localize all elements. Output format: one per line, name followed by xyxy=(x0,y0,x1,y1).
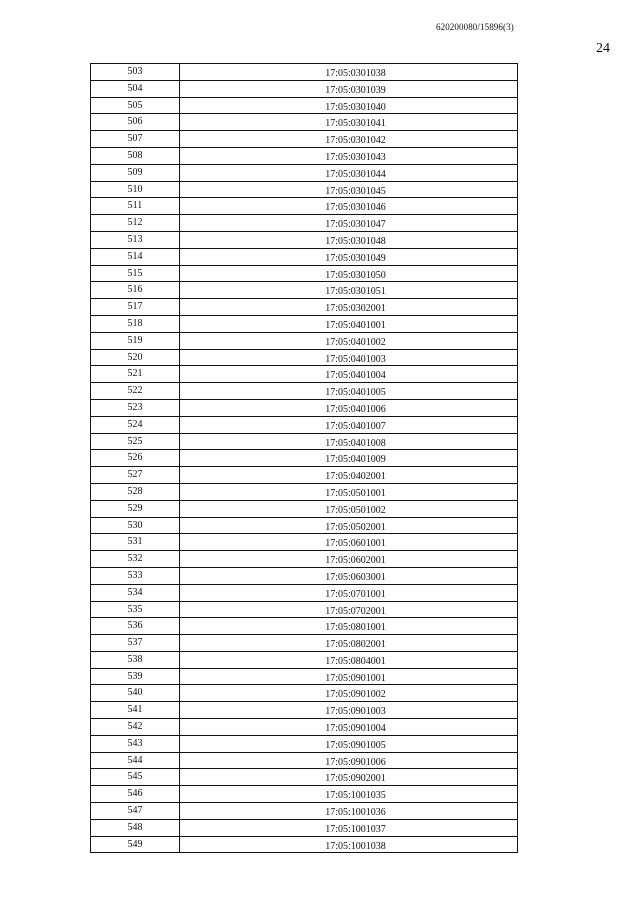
row-number: 512 xyxy=(91,215,180,231)
table-row xyxy=(91,165,517,182)
cadastral-code: 17:05:0901001 xyxy=(325,672,386,684)
row-number: 529 xyxy=(91,501,180,517)
cadastral-code: 17:05:0301038 xyxy=(325,68,386,79)
row-number: 530 xyxy=(91,518,180,534)
row-number: 516 xyxy=(91,282,180,298)
table-row xyxy=(91,198,517,215)
cadastral-code: 17:05:0301051 xyxy=(325,286,386,298)
cadastral-code: 17:05:0301039 xyxy=(325,84,386,96)
cadastral-code: 17:05:0401007 xyxy=(325,420,386,432)
row-number: 526 xyxy=(91,450,180,466)
cadastral-code: 17:05:0301048 xyxy=(325,235,386,247)
table-row xyxy=(91,753,517,770)
table-row xyxy=(91,148,517,165)
table-row xyxy=(91,333,517,350)
row-number: 538 xyxy=(91,652,180,668)
row-number: 539 xyxy=(91,669,180,685)
table-row xyxy=(91,249,517,266)
cadastral-code: 17:05:0901004 xyxy=(325,723,386,735)
cadastral-code: 17:05:0402001 xyxy=(325,471,386,483)
cadastral-code: 17:05:0502001 xyxy=(325,521,386,533)
cadastral-code: 17:05:0302001 xyxy=(325,303,386,315)
table-row xyxy=(91,383,517,400)
table-row xyxy=(91,400,517,417)
cadastral-code: 17:05:0301044 xyxy=(325,168,386,180)
cadastral-code: 17:05:0301045 xyxy=(325,185,386,197)
cadastral-code: 17:05:0301043 xyxy=(325,151,386,163)
row-number: 545 xyxy=(91,769,180,785)
cadastral-code: 17:05:0501002 xyxy=(325,504,386,516)
cadastral-code: 17:05:1001038 xyxy=(325,840,386,852)
row-number: 531 xyxy=(91,534,180,550)
row-number: 520 xyxy=(91,350,180,366)
table-row xyxy=(91,182,517,199)
cadastral-code: 17:05:0301050 xyxy=(325,269,386,281)
row-number: 535 xyxy=(91,602,180,618)
cadastral-code: 17:05:1001036 xyxy=(325,807,386,819)
cadastral-code: 17:05:0602001 xyxy=(325,555,386,567)
row-number: 523 xyxy=(91,400,180,416)
table-row xyxy=(91,719,517,736)
row-number: 518 xyxy=(91,316,180,332)
table-row xyxy=(91,551,517,568)
table-row xyxy=(91,602,517,619)
table-row xyxy=(91,585,517,602)
cadastral-code: 17:05:0801001 xyxy=(325,622,386,634)
table-row xyxy=(91,635,517,652)
cadastral-code: 17:05:0401008 xyxy=(325,437,386,449)
table-row xyxy=(91,820,517,837)
table-row xyxy=(91,114,517,131)
row-number: 521 xyxy=(91,366,180,382)
cadastral-code: 17:05:0902001 xyxy=(325,773,386,785)
table-row xyxy=(91,702,517,719)
table-row xyxy=(91,450,517,467)
row-number: 542 xyxy=(91,719,180,735)
row-number: 517 xyxy=(91,299,180,315)
row-number: 511 xyxy=(91,198,180,214)
row-number: 540 xyxy=(91,685,180,701)
table-row xyxy=(91,299,517,316)
table-row xyxy=(91,786,517,803)
row-number: 543 xyxy=(91,736,180,752)
cadastral-code: 17:05:0603001 xyxy=(325,571,386,583)
table-row xyxy=(91,769,517,786)
cadastral-code: 17:05:0802001 xyxy=(325,639,386,651)
cadastral-code: 17:05:0401002 xyxy=(325,336,386,348)
document-reference: 620200080/15896(3) xyxy=(436,22,514,32)
table-row xyxy=(91,266,517,283)
cadastral-code: 17:05:1001035 xyxy=(325,790,386,802)
table-row xyxy=(91,366,517,383)
row-number: 504 xyxy=(91,81,180,97)
row-number: 537 xyxy=(91,635,180,651)
cadastral-code: 17:05:0301046 xyxy=(325,202,386,214)
table-row xyxy=(91,618,517,635)
row-number: 536 xyxy=(91,618,180,634)
cadastral-code: 17:05:0401005 xyxy=(325,387,386,399)
table-row xyxy=(91,736,517,753)
row-number: 546 xyxy=(91,786,180,802)
cadastral-code: 17:05:0901006 xyxy=(325,756,386,768)
row-number: 527 xyxy=(91,467,180,483)
cadastral-code: 17:05:0401004 xyxy=(325,370,386,382)
cadastral-code: 17:05:0901002 xyxy=(325,689,386,701)
table-row xyxy=(91,316,517,333)
table-row xyxy=(91,81,517,98)
table-row xyxy=(91,534,517,551)
row-number: 541 xyxy=(91,702,180,718)
table-row xyxy=(91,518,517,535)
row-number: 507 xyxy=(91,131,180,147)
table-row xyxy=(91,131,517,148)
table-row xyxy=(91,837,517,854)
row-number: 515 xyxy=(91,266,180,282)
cadastral-code: 17:05:0401003 xyxy=(325,353,386,365)
row-number: 534 xyxy=(91,585,180,601)
cadastral-code: 17:05:0301040 xyxy=(325,101,386,113)
cadastral-code: 17:05:0401006 xyxy=(325,403,386,415)
row-number: 525 xyxy=(91,434,180,450)
cadastral-code: 17:05:0401001 xyxy=(325,319,386,331)
cadastral-code: 17:05:0301049 xyxy=(325,252,386,264)
page-number: 24 xyxy=(596,41,610,56)
table-row xyxy=(91,434,517,451)
table-row xyxy=(91,64,517,81)
table-row xyxy=(91,215,517,232)
table-row xyxy=(91,232,517,249)
cadastral-code: 17:05:0804001 xyxy=(325,655,386,667)
table-row xyxy=(91,652,517,669)
cadastral-code: 17:05:0701001 xyxy=(325,588,386,600)
table-row xyxy=(91,803,517,820)
cadastral-code: 17:05:0301047 xyxy=(325,219,386,231)
table-row xyxy=(91,669,517,686)
cadastral-table xyxy=(90,63,518,853)
row-number: 508 xyxy=(91,148,180,164)
row-number: 544 xyxy=(91,753,180,769)
table-row xyxy=(91,282,517,299)
cadastral-code: 17:05:0301042 xyxy=(325,135,386,147)
cadastral-code: 17:05:0401009 xyxy=(325,454,386,466)
row-number: 532 xyxy=(91,551,180,567)
cadastral-code: 17:05:0702001 xyxy=(325,605,386,617)
cadastral-code: 17:05:0501001 xyxy=(325,487,386,499)
row-number: 549 xyxy=(91,837,180,853)
row-number: 519 xyxy=(91,333,180,349)
cadastral-code: 17:05:0301041 xyxy=(325,118,386,130)
row-number: 509 xyxy=(91,165,180,181)
row-number: 503 xyxy=(91,64,180,80)
row-number: 524 xyxy=(91,417,180,433)
cadastral-code: 17:05:0901005 xyxy=(325,739,386,751)
cadastral-code: 17:05:0901003 xyxy=(325,706,386,718)
table-row xyxy=(91,501,517,518)
table-row xyxy=(91,685,517,702)
table-row xyxy=(91,484,517,501)
row-number: 548 xyxy=(91,820,180,836)
row-number: 505 xyxy=(91,98,180,114)
row-number: 514 xyxy=(91,249,180,265)
table-row xyxy=(91,350,517,367)
cadastral-code: 17:05:1001037 xyxy=(325,823,386,835)
table-row xyxy=(91,417,517,434)
table-row xyxy=(91,568,517,585)
row-number: 506 xyxy=(91,114,180,130)
row-number: 547 xyxy=(91,803,180,819)
row-number: 522 xyxy=(91,383,180,399)
row-number: 513 xyxy=(91,232,180,248)
cadastral-code: 17:05:0601001 xyxy=(325,538,386,550)
row-number: 510 xyxy=(91,182,180,198)
row-number: 528 xyxy=(91,484,180,500)
row-number: 533 xyxy=(91,568,180,584)
table-row xyxy=(91,467,517,484)
table-row xyxy=(91,98,517,115)
